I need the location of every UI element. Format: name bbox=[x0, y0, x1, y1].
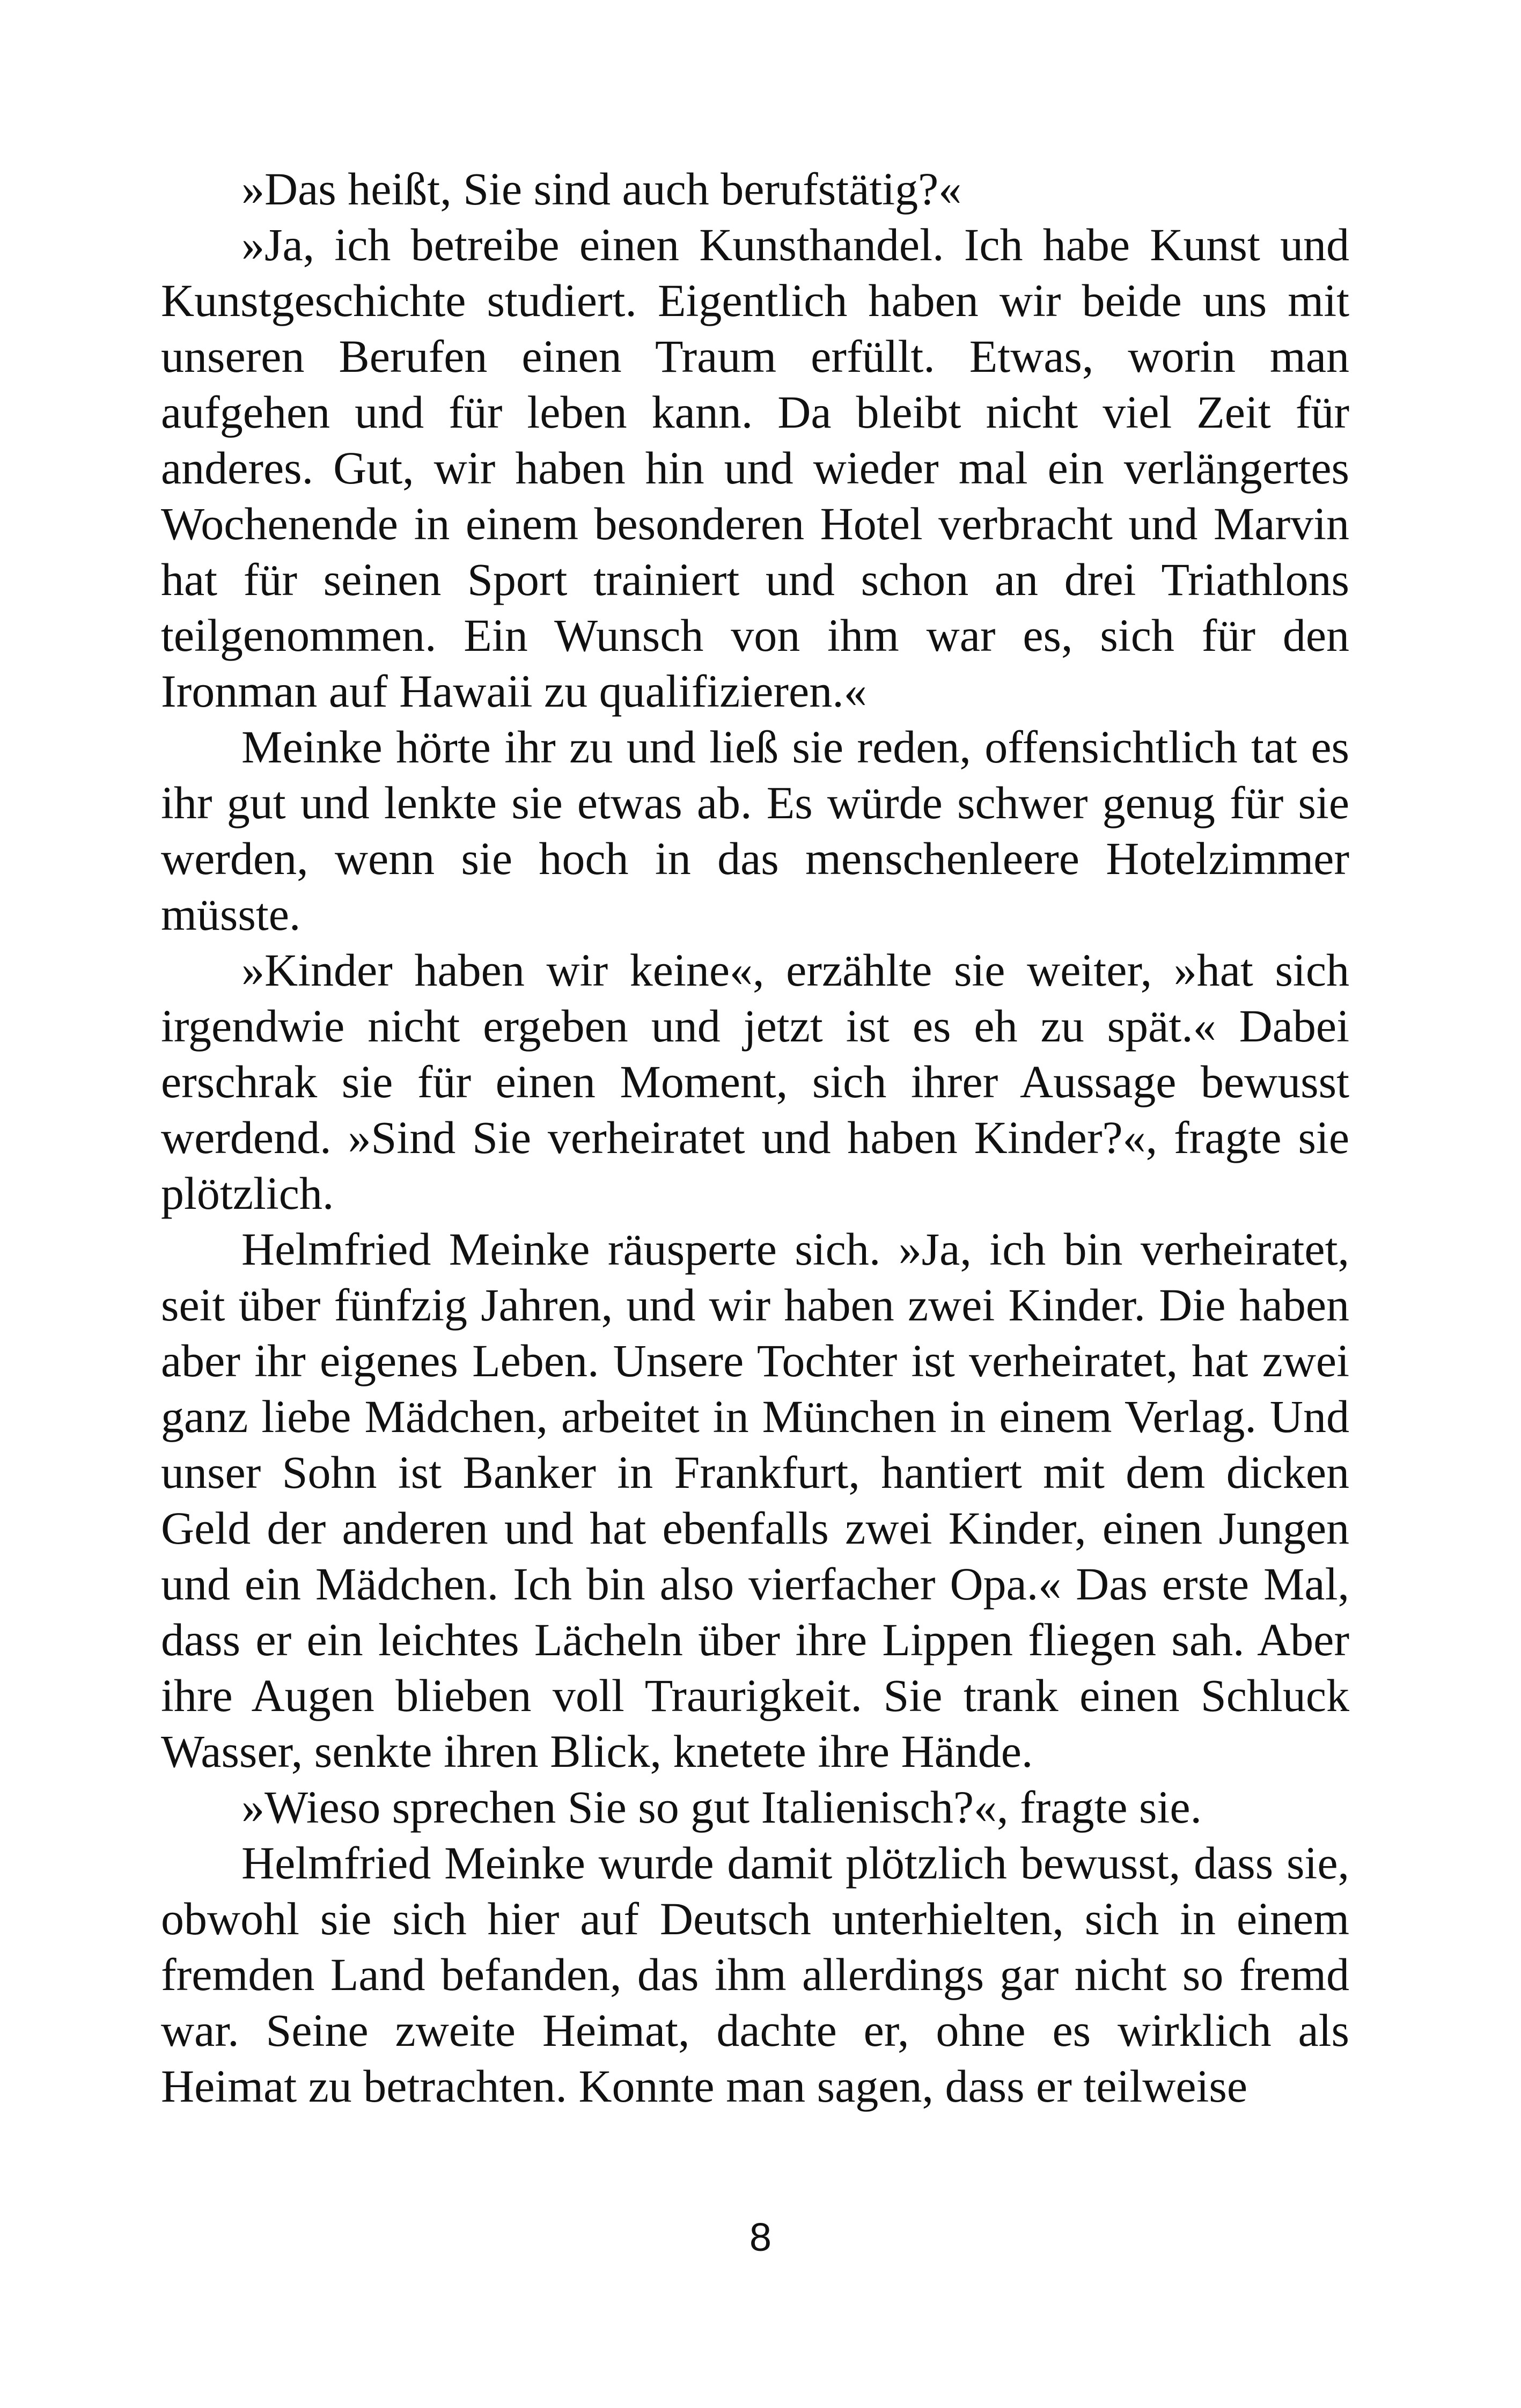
paragraph-7: Helmfried Meinke wurde damit plötzlich bewusst, dass sie, obwohl sie sich hier auf Deutsch unterhielten, sich in einem fremden Land befanden, das ihm allerdings gar nicht so fremd war. Seine zweite Heimat, dachte er, ohne es wirklich als Heimat zu betrachten. Konnte man sagen, dass er teilweise bbox=[161, 1837, 1349, 2112]
paragraph-5: Helmfried Meinke räusperte sich. »Ja, ich bin verheiratet, seit über fünfzig Jahren, und wir haben zwei Kinder. Die haben aber ihr eigenes Leben. Unsere Tochter ist verheiratet, hat zwei ganz liebe Mädchen, arbeitet in München in einem Verlag. Und unser Sohn ist Banker in Frankfurt, hantiert mit dem dicken Geld der anderen und hat ebenfalls zwei Kinder, einen Jungen und ein Mädchen. Ich bin also vierfacher Opa.« Das erste Mal, dass er ein leichtes Lächeln über ihre Lippen fliegen sah. Aber ihre Augen blieben voll Traurigkeit. Sie trank einen Schluck Wasser, senkte ihren Blick, knetete ihre Hände. bbox=[161, 1223, 1349, 1777]
page-number: 8 bbox=[749, 2215, 772, 2259]
paragraph-1: »Das heißt, Sie sind auch berufstätig?« bbox=[241, 163, 962, 215]
paragraph-4: »Kinder haben wir keine«, erzählte sie weiter, »hat sich irgendwie nicht ergeben und jetzt ist es eh zu spät.« Dabei erschrak sie für einen Moment, sich ihrer Aussage bewusst werdend. »Sind Sie verheiratet und haben Kinder?«, fragte sie plötzlich. bbox=[161, 944, 1349, 1219]
paragraph-3: Meinke hörte ihr zu und ließ sie reden, offensichtlich tat es ihr gut und lenkte sie etwas ab. Es würde schwer genug für sie werden, wenn sie hoch in das menschenleere Hotelzimmer müsste. bbox=[161, 721, 1349, 940]
paragraph-6: »Wieso sprechen Sie so gut Italienisch?«, fragte sie. bbox=[241, 1781, 1202, 1833]
page-body bbox=[161, 161, 1349, 2114]
paragraph-2: »Ja, ich betreibe einen Kunsthandel. Ich habe Kunst und Kunstgeschichte studiert. Eigentlich haben wir beide uns mit unseren Berufen einen Traum erfüllt. Etwas, worin man aufgehen und für leben kann. Da bleibt nicht viel Zeit für anderes. Gut, wir haben hin und wieder mal ein verlängertes Wochenende in einem besonderen Hotel verbracht und Marvin hat für seinen Sport trainiert und schon an drei Triathlons teilgenommen. Ein Wunsch von ihm war es, sich für den Ironman auf Hawaii zu qualifizieren.« bbox=[161, 219, 1349, 717]
